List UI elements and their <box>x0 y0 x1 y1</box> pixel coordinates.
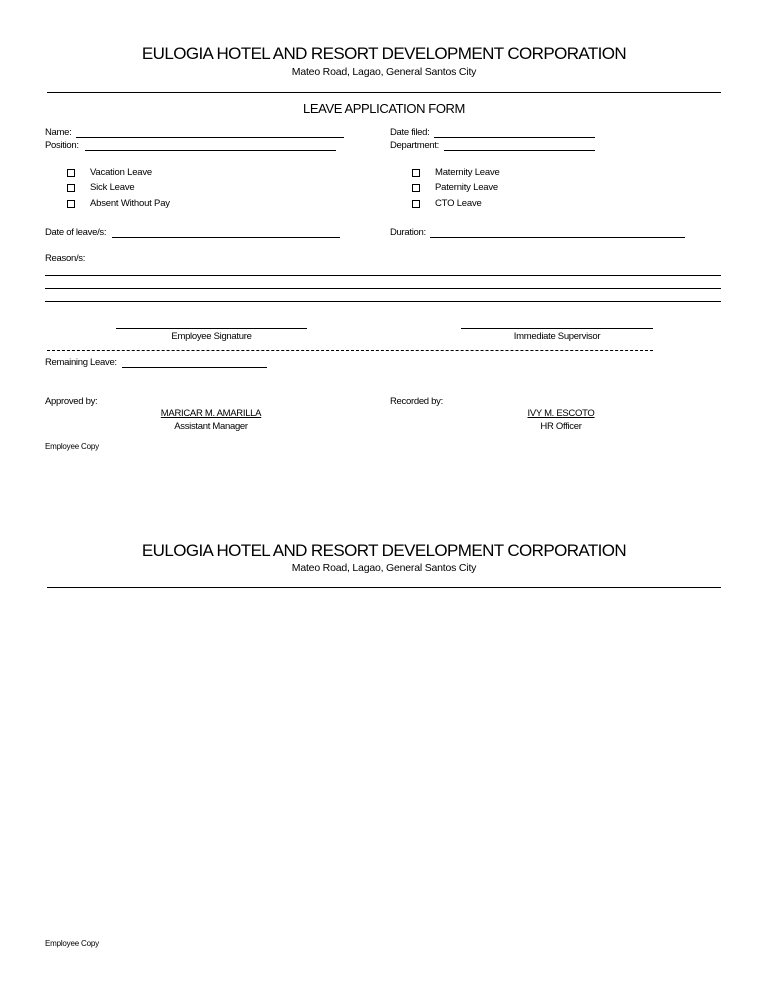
checkbox-maternity-leave[interactable] <box>412 169 420 177</box>
recorder-name: IVY M. ESCOTO <box>527 408 595 419</box>
department-label: Department: <box>390 140 439 151</box>
date-filed-field[interactable] <box>434 137 595 138</box>
duration-label: Duration: <box>390 227 426 238</box>
company-name: EULOGIA HOTEL AND RESORT DEVELOPMENT CORPORATION <box>141 44 627 63</box>
sick-leave-label: Sick Leave <box>90 182 135 193</box>
second-company-address: Mateo Road, Lagao, General Santos City <box>291 562 477 574</box>
date-of-leave-label: Date of leave/s: <box>45 227 107 238</box>
approver-name: MARICAR M. AMARILLA <box>160 408 262 419</box>
checkbox-cto-leave[interactable] <box>412 200 420 208</box>
recorded-by-label: Recorded by: <box>390 396 443 407</box>
department-field[interactable] <box>444 150 595 151</box>
remaining-leave-field[interactable] <box>122 367 267 368</box>
date-filed-label: Date filed: <box>390 127 430 138</box>
name-field[interactable] <box>76 137 344 138</box>
checkbox-sick-leave[interactable] <box>67 184 75 192</box>
supervisor-signature-line[interactable] <box>461 328 653 329</box>
checkbox-absent-without-pay[interactable] <box>67 200 75 208</box>
checkbox-paternity-leave[interactable] <box>412 184 420 192</box>
paternity-leave-label: Paternity Leave <box>435 182 499 193</box>
maternity-leave-label: Maternity Leave <box>435 167 500 178</box>
reason-line-2[interactable] <box>45 288 721 289</box>
reason-line-3[interactable] <box>45 301 721 302</box>
vacation-leave-label: Vacation Leave <box>90 167 152 178</box>
absent-without-pay-label: Absent Without Pay <box>90 198 170 209</box>
supervisor-signature-label: Immediate Supervisor <box>513 331 601 342</box>
header-rule <box>47 92 721 93</box>
checkbox-vacation-leave[interactable] <box>67 169 75 177</box>
copy-label: Employee Copy <box>45 442 99 451</box>
second-header-rule <box>47 587 721 588</box>
approved-by-label: Approved by: <box>45 396 98 407</box>
second-company-name: EULOGIA HOTEL AND RESORT DEVELOPMENT CORPORATION <box>141 541 627 560</box>
approver-title: Assistant Manager <box>174 421 248 432</box>
dashed-divider <box>47 350 653 351</box>
employee-signature-label: Employee Signature <box>171 331 252 342</box>
position-label: Position: <box>45 140 79 151</box>
form-title: LEAVE APPLICATION FORM <box>303 101 465 116</box>
date-of-leave-field[interactable] <box>112 237 340 238</box>
employee-signature-line[interactable] <box>116 328 307 329</box>
second-copy-label: Employee Copy <box>45 939 99 948</box>
company-address: Mateo Road, Lagao, General Santos City <box>291 66 477 78</box>
remaining-leave-label: Remaining Leave: <box>45 357 117 368</box>
duration-field[interactable] <box>430 237 685 238</box>
name-label: Name: <box>45 127 72 138</box>
position-field[interactable] <box>85 150 336 151</box>
recorder-title: HR Officer <box>540 421 582 432</box>
reason-line-1[interactable] <box>45 275 721 276</box>
reason-label: Reason/s: <box>45 253 86 264</box>
cto-leave-label: CTO Leave <box>435 198 482 209</box>
